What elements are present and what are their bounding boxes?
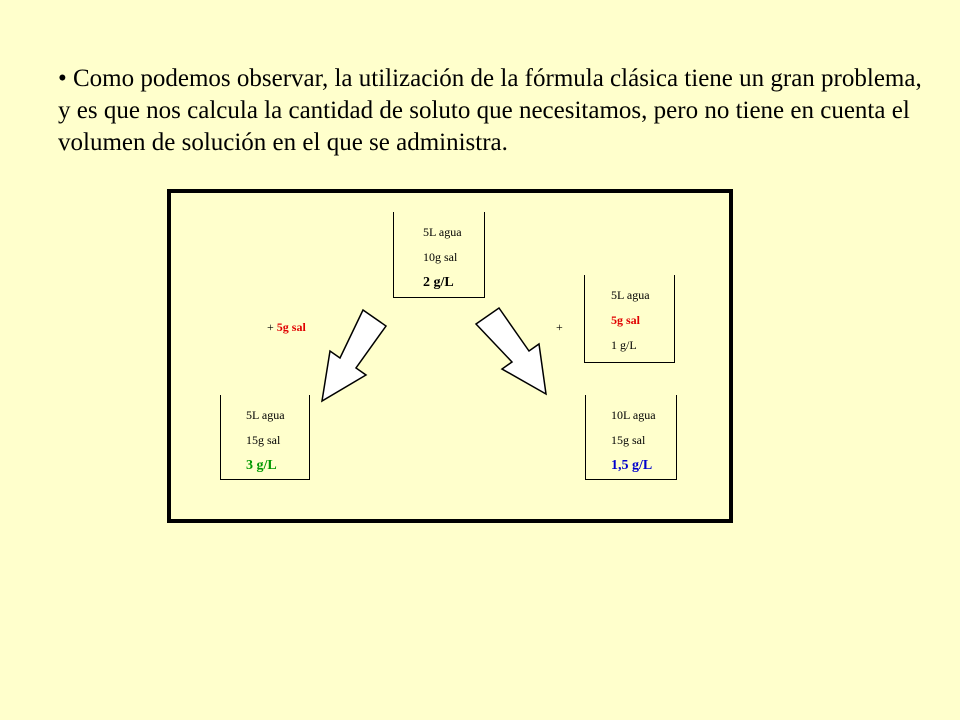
right-small-beaker bbox=[584, 275, 675, 363]
left-bottom-beaker-salt: 15g sal bbox=[246, 433, 281, 447]
top-beaker-water: 5L agua bbox=[423, 225, 462, 239]
left-bottom-beaker bbox=[220, 395, 310, 480]
top-beaker-concentration: 2 g/L bbox=[423, 275, 454, 290]
left-add-label bbox=[267, 320, 306, 335]
right-down-arrow bbox=[476, 308, 546, 394]
left-add-amount: 5g sal bbox=[276, 320, 306, 334]
right-small-beaker-concentration: 1 g/L bbox=[611, 338, 637, 352]
right-small-beaker-salt: 5g sal bbox=[611, 313, 641, 327]
top-beaker bbox=[393, 212, 485, 298]
top-beaker-salt: 10g sal bbox=[423, 250, 458, 264]
right-bottom-beaker-salt: 15g sal bbox=[611, 433, 646, 447]
left-bottom-beaker-water: 5L agua bbox=[246, 408, 285, 422]
right-bottom-beaker-concentration: 1,5 g/L bbox=[611, 458, 653, 473]
intro-paragraph: • Como podemos observar, la utilización de la fórmula clásica tiene un gran problema, y es que nos calcula la cantidad de soluto que necesitamos, pero no tiene en cuenta el volumen de solución en el que se administra. bbox=[58, 65, 922, 156]
left-add-plus: + bbox=[267, 320, 277, 334]
left-bottom-beaker-concentration: 3 g/L bbox=[246, 458, 277, 473]
right-small-beaker-water: 5L agua bbox=[611, 288, 650, 302]
diagram-frame bbox=[167, 189, 733, 523]
right-add-label: + bbox=[556, 320, 563, 334]
left-down-arrow bbox=[322, 310, 386, 401]
right-bottom-beaker-water: 10L agua bbox=[611, 408, 656, 422]
right-bottom-beaker bbox=[585, 395, 677, 480]
